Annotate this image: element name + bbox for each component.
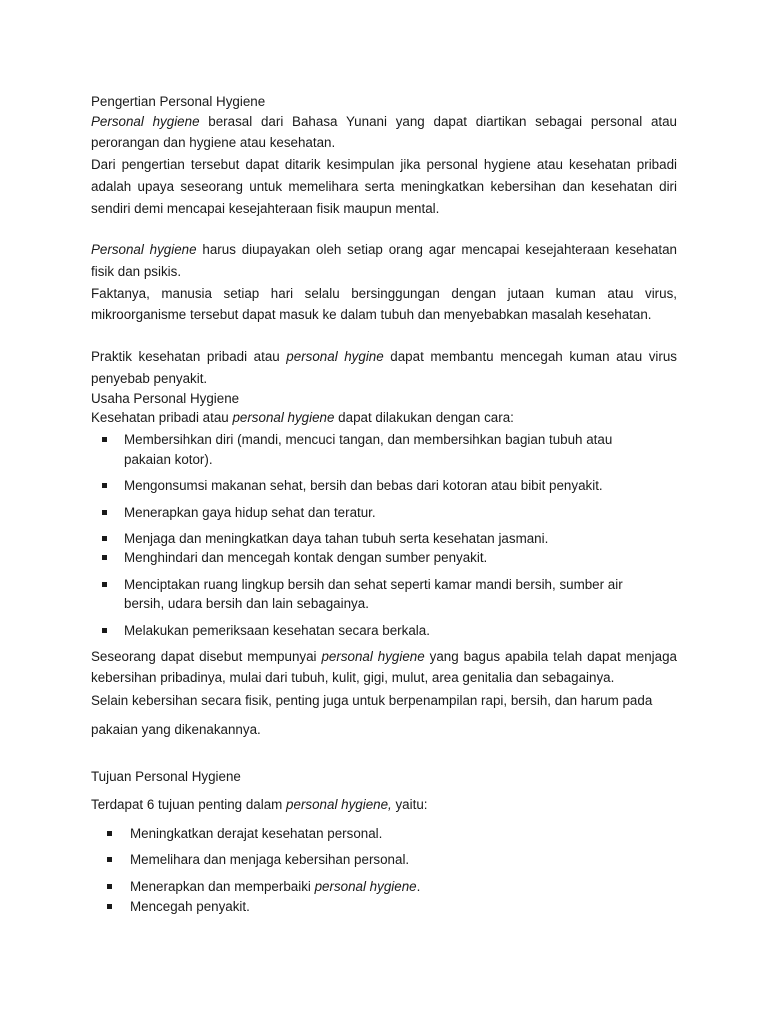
para-line: Dari pengertian tersebut dapat ditarik kesimpulan jika personal hygiene atau kesehatan pribadi [91, 157, 677, 172]
para-line [91, 648, 677, 666]
bullet-marker [102, 536, 107, 541]
italic-term: personal hygine [286, 349, 384, 364]
list-item: Membersihkan diri (mandi, mencuci tangan, dan membersihkan bagian tubuh atau [124, 432, 613, 447]
heading-tujuan: Tujuan Personal Hygiene [91, 769, 241, 784]
text-span: yaitu: [391, 797, 428, 812]
bullet-marker [102, 582, 107, 587]
para-line: fisik dan psikis. [91, 264, 182, 279]
list-item-continuation: pakaian kotor). [124, 452, 213, 467]
text-span: Menerapkan dan memperbaiki [130, 879, 315, 894]
para-line: pakaian yang dikenakannya. [91, 722, 261, 737]
bullet-marker [102, 628, 107, 633]
heading-pengertian: Pengertian Personal Hygiene [91, 94, 266, 109]
list-item [130, 878, 420, 896]
para-line: sendiri demi mencapai kesejahteraan fisik maupun mental. [91, 201, 440, 216]
list-item: Menerapkan gaya hidup sehat dan teratur. [124, 505, 376, 520]
text-span: . [416, 879, 421, 894]
bullet-marker [107, 857, 112, 862]
list-item: Memelihara dan menjaga kebersihan personal. [130, 852, 410, 867]
bullet-marker [102, 510, 107, 515]
italic-term: Personal hygiene [91, 114, 200, 129]
bullet-marker [102, 437, 107, 442]
para-line: adalah upaya seseorang untuk memelihara serta meningkatkan kebersihan dan kesehatan diri [91, 179, 677, 194]
bullet-marker [107, 884, 112, 889]
italic-term: personal hygiene [314, 879, 417, 894]
bullet-marker [107, 904, 112, 909]
text-span: harus diupayakan oleh setiap orang agar mencapai kesejahteraan kesehatan [196, 242, 677, 257]
para-line: perorangan dan hygiene atau kesehatan. [91, 135, 336, 150]
para-line: penyebab penyakit. [91, 371, 208, 386]
text-span: dapat membantu mencegah kuman atau virus [383, 349, 677, 364]
bullet-marker [107, 831, 112, 836]
text-span: yang bagus apabila telah dapat menjaga [424, 649, 677, 664]
text-span: Kesehatan pribadi atau [91, 410, 233, 425]
para-line: Selain kebersihan secara fisik, penting juga untuk berpenampilan rapi, bersih, dan harum pada [91, 693, 653, 708]
list-item: Mengonsumsi makanan sehat, bersih dan bebas dari kotoran atau bibit penyakit. [124, 478, 603, 493]
intro-line [91, 409, 677, 427]
list-item: Menciptakan ruang lingkup bersih dan sehat seperti kamar mandi bersih, sumber air [124, 577, 623, 592]
italic-term: Personal hygiene [91, 242, 197, 257]
list-item: Mencegah penyakit. [130, 899, 250, 914]
italic-term: personal hygiene, [286, 797, 392, 812]
list-item: Menghindari dan mencegah kontak dengan sumber penyakit. [124, 550, 488, 565]
list-item: Melakukan pemeriksaan kesehatan secara berkala. [124, 623, 430, 638]
list-item: Meningkatkan derajat kesehatan personal. [130, 826, 383, 841]
text-span: berasal dari Bahasa Yunani yang dapat diartikan sebagai personal atau [199, 114, 678, 129]
text-span: dapat dilakukan dengan cara: [334, 410, 514, 425]
para-line [91, 113, 677, 131]
bullet-marker [102, 483, 107, 488]
list-item: Menjaga dan meningkatkan daya tahan tubuh serta kesehatan jasmani. [124, 531, 549, 546]
para-line: Faktanya, manusia setiap hari selalu bersinggungan dengan jutaan kuman atau virus, [91, 286, 677, 301]
text-span: Seseorang dapat disebut mempunyai [91, 649, 322, 664]
intro-line [91, 796, 677, 814]
para-line [91, 348, 677, 366]
heading-usaha: Usaha Personal Hygiene [91, 391, 240, 406]
text-span: Praktik kesehatan pribadi atau [91, 349, 287, 364]
list-item-continuation: bersih, udara bersih dan lain sebagainya. [124, 596, 369, 611]
para-line: kebersihan pribadinya, mulai dari tubuh, kulit, gigi, mulut, area genitalia dan sebagainya. [91, 670, 615, 685]
italic-term: personal hygiene [321, 649, 425, 664]
text-span: Terdapat 6 tujuan penting dalam [91, 797, 287, 812]
para-line [91, 241, 677, 259]
italic-term: personal hygiene [232, 410, 335, 425]
para-line: mikroorganisme tersebut dapat masuk ke dalam tubuh dan menyebabkan masalah kesehatan. [91, 307, 652, 322]
bullet-marker [102, 555, 107, 560]
